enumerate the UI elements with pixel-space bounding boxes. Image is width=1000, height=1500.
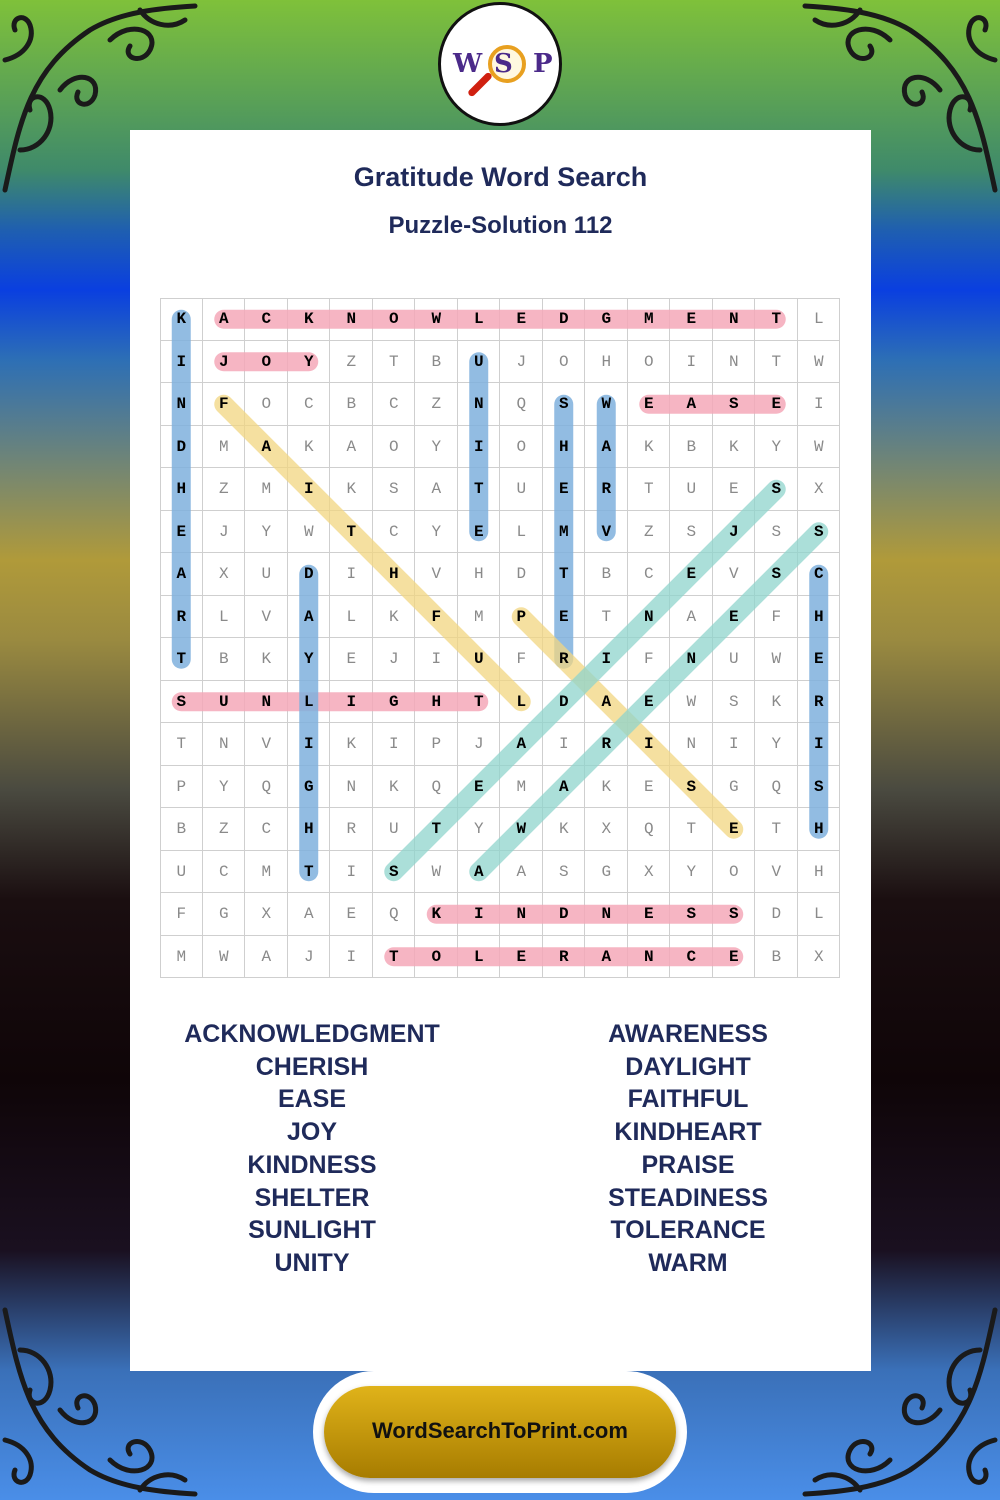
grid-letter: T — [473, 480, 484, 498]
wsp-logo[interactable] — [438, 2, 562, 126]
grid-letter: U — [176, 862, 187, 881]
grid-letter: S — [558, 395, 569, 413]
word-list-item: PRAISE — [641, 1150, 735, 1179]
grid-letter: T — [643, 480, 654, 498]
grid-letter: F — [176, 905, 187, 923]
grid-letter: I — [346, 565, 357, 583]
grid-letter: A — [303, 607, 314, 626]
grid-letter: T — [771, 820, 782, 838]
grid-letter: Z — [346, 352, 357, 371]
grid-letter: A — [303, 905, 314, 923]
grid-letter: O — [728, 862, 739, 881]
grid-letter: M — [218, 437, 229, 456]
grid-letter: B — [218, 650, 229, 668]
grid-letter: A — [558, 777, 569, 796]
grid-letter: C — [686, 947, 697, 966]
grid-letter: A — [261, 437, 272, 456]
grid-letter: R — [601, 735, 612, 753]
grid-letter: P — [431, 735, 442, 753]
grid-letter: N — [346, 310, 357, 328]
grid-letter: Q — [771, 777, 782, 796]
grid-letter: F — [643, 650, 654, 668]
grid-letter: S — [388, 862, 399, 881]
grid-letter: D — [558, 310, 569, 328]
grid-letter: P — [516, 607, 527, 626]
grid-letter: H — [176, 480, 187, 498]
grid-letter: S — [558, 862, 569, 881]
word-list-item: SHELTER — [254, 1183, 370, 1212]
grid-letter: J — [388, 650, 399, 668]
grid-letter: E — [516, 310, 527, 328]
grid-letter: C — [813, 565, 824, 583]
grid-letter: L — [303, 692, 314, 711]
grid-letter: K — [346, 735, 357, 753]
grid-letter: B — [601, 565, 612, 583]
word-list-item: KINDHEART — [614, 1118, 762, 1147]
grid-letter: I — [431, 650, 442, 668]
grid-letter: C — [388, 522, 399, 541]
grid-letter: U — [516, 480, 527, 498]
grid-letter: K — [303, 437, 314, 456]
grid-letter: K — [346, 480, 357, 498]
grid-letter: H — [303, 820, 314, 838]
grid-letter: K — [771, 692, 782, 711]
grid-letter: O — [261, 395, 272, 413]
grid-letter: J — [728, 522, 739, 541]
grid-letter: B — [771, 947, 782, 966]
grid-letter: N — [218, 735, 229, 753]
grid-letter: X — [261, 905, 272, 923]
grid-letter: T — [473, 692, 484, 711]
grid-letter: M — [516, 777, 527, 796]
grid-letter: F — [218, 395, 229, 413]
grid-letter: H — [431, 692, 442, 711]
grid-letter: V — [431, 565, 442, 583]
grid-letter: E — [728, 820, 739, 838]
grid-letter: K — [643, 437, 654, 456]
grid-letter: E — [516, 947, 527, 966]
grid-letter: A — [516, 862, 527, 881]
grid-letter: S — [771, 565, 782, 583]
grid-letter: E — [346, 650, 357, 668]
word-search-grid — [160, 298, 840, 978]
grid-letter: W — [516, 820, 527, 838]
grid-letter: L — [473, 947, 484, 966]
grid-letter: O — [558, 352, 569, 371]
grid-letter: E — [643, 395, 654, 413]
grid-letter: U — [686, 480, 697, 498]
grid-letter: E — [473, 522, 484, 541]
grid-letter: A — [686, 395, 697, 413]
word-list-item: STEADINESS — [608, 1183, 768, 1212]
grid-letter: F — [771, 607, 782, 626]
grid-letter: L — [516, 692, 527, 711]
grid-letter: G — [601, 310, 612, 328]
grid-letter: D — [176, 437, 187, 456]
grid-letter: T — [303, 862, 314, 881]
grid-letter: A — [431, 480, 442, 498]
grid-letter: K — [431, 905, 442, 923]
grid-letter: I — [643, 735, 654, 753]
word-list-item: UNITY — [274, 1248, 350, 1277]
grid-letter: E — [346, 905, 357, 923]
grid-letter: Q — [388, 905, 399, 923]
grid-letter: C — [643, 565, 654, 583]
grid-letter: N — [473, 395, 484, 413]
grid-letter: N — [728, 310, 739, 328]
grid-letter: U — [728, 650, 739, 668]
grid-letter: C — [261, 820, 272, 838]
grid-letter: Y — [303, 352, 314, 371]
grid-letter: M — [558, 522, 569, 541]
grid-letter: M — [261, 480, 272, 498]
grid-letter: L — [346, 607, 357, 626]
grid-letter: K — [303, 310, 314, 328]
grid-letter: W — [303, 522, 314, 541]
grid-letter: G — [728, 777, 739, 796]
grid-letter: E — [558, 607, 569, 626]
grid-letter: Z — [643, 522, 654, 541]
grid-letter: S — [771, 522, 782, 541]
grid-letter: M — [176, 947, 187, 966]
grid-letter: L — [813, 905, 824, 923]
grid-letter: Q — [261, 777, 272, 796]
grid-letter: X — [813, 947, 824, 966]
grid-letter: T — [601, 607, 612, 626]
word-list-right — [528, 1018, 848, 1280]
grid-letter: O — [643, 352, 654, 371]
grid-letter: Z — [218, 820, 229, 838]
grid-letter: H — [558, 437, 569, 456]
grid-letter: S — [728, 395, 739, 413]
grid-letter: H — [813, 820, 824, 838]
grid-letter: G — [601, 862, 612, 881]
grid-letter: N — [261, 692, 272, 711]
grid-letter: C — [261, 310, 272, 328]
grid-letter: Y — [303, 650, 314, 668]
grid-letter: R — [813, 692, 824, 711]
grid-letter: T — [388, 352, 399, 371]
grid-letter: N — [176, 395, 187, 413]
grid-letter: H — [388, 565, 399, 583]
grid-letter: T — [388, 947, 399, 966]
grid-letter: I — [303, 480, 314, 498]
word-list-item: CHERISH — [255, 1052, 369, 1081]
grid-letter: Y — [473, 820, 484, 838]
grid-letter: I — [601, 650, 612, 668]
word-list-item: AWARENESS — [608, 1020, 768, 1048]
grid-letter: U — [388, 820, 399, 838]
grid-letter: Q — [643, 820, 654, 838]
grid-letter: T — [431, 820, 442, 838]
grid-letter: F — [431, 607, 442, 626]
grid-letter: I — [813, 395, 824, 413]
grid-letter: H — [813, 607, 824, 626]
grid-letter: N — [601, 905, 612, 923]
word-list-item: FAITHFUL — [627, 1085, 749, 1114]
grid-letter: T — [558, 565, 569, 583]
grid-letter: Y — [261, 522, 272, 541]
website-link-text: WordSearchToPrint.com — [372, 1418, 628, 1443]
grid-letter: A — [686, 607, 697, 626]
word-list-item: SUNLIGHT — [248, 1216, 376, 1245]
grid-letter: D — [303, 565, 314, 583]
grid-letter: X — [218, 565, 229, 583]
grid-letter: S — [686, 905, 697, 923]
grid-letter: S — [388, 480, 399, 498]
grid-letter: J — [473, 735, 484, 753]
grid-letter: T — [346, 522, 357, 541]
grid-letter: U — [218, 692, 229, 711]
word-list-item: KINDNESS — [247, 1150, 377, 1179]
grid-letter: X — [601, 820, 612, 838]
grid-letter: A — [601, 947, 612, 966]
grid-letter: K — [558, 820, 569, 838]
grid-letter: L — [218, 607, 229, 626]
grid-letter: Y — [686, 862, 697, 881]
grid-letter: M — [643, 310, 654, 328]
grid-letter: E — [558, 480, 569, 498]
grid-letter: Q — [431, 777, 442, 796]
grid-letter: W — [686, 692, 697, 711]
grid-letter: M — [261, 862, 272, 881]
grid-letter: B — [686, 437, 697, 456]
grid-letter: A — [261, 947, 272, 966]
grid-letter: B — [431, 352, 442, 371]
grid-letter: J — [218, 352, 229, 371]
logo-letter-w: W — [453, 49, 483, 79]
grid-letter: D — [558, 905, 569, 923]
grid-letter: W — [218, 947, 229, 966]
word-list-item: EASE — [277, 1085, 347, 1114]
grid-letter: O — [388, 437, 399, 456]
grid-letter: W — [771, 650, 782, 668]
grid-letter: H — [813, 862, 824, 881]
grid-letter: H — [473, 565, 484, 583]
word-list-item: WARM — [648, 1248, 728, 1277]
grid-letter: S — [813, 777, 824, 796]
page-subtitle: Puzzle-Solution 112 — [388, 212, 613, 239]
grid-letter: I — [473, 437, 484, 456]
grid-letter: E — [643, 905, 654, 923]
grid-letter: J — [218, 522, 229, 541]
grid-letter: N — [346, 777, 357, 796]
word-list-item: JOY — [286, 1118, 338, 1147]
grid-letter: E — [728, 480, 739, 498]
grid-letter: A — [516, 735, 527, 753]
grid-letter: D — [771, 905, 782, 923]
word-list-item: DAYLIGHT — [625, 1052, 751, 1081]
grid-letter: F — [516, 650, 527, 668]
grid-letter: O — [516, 437, 527, 456]
grid-letter: I — [558, 735, 569, 753]
grid-letter: N — [728, 352, 739, 371]
grid-letter: W — [601, 395, 612, 413]
grid-letter: V — [601, 522, 612, 541]
grid-letter: K — [728, 437, 739, 456]
grid-letter: U — [261, 565, 272, 583]
grid-letter: Z — [218, 480, 229, 498]
grid-letter: D — [558, 692, 569, 711]
grid-letter: E — [176, 522, 187, 541]
grid-letter: E — [686, 310, 697, 328]
grid-letter: Y — [218, 777, 229, 796]
grid-letter: I — [473, 905, 484, 923]
grid-letter: W — [431, 862, 442, 881]
grid-letter: W — [813, 352, 824, 371]
grid-letter: I — [686, 352, 697, 371]
grid-letter: X — [643, 862, 654, 881]
grid-letter: V — [261, 735, 272, 753]
grid-letter: A — [346, 437, 357, 456]
grid-letter: I — [346, 947, 357, 966]
grid-letter: V — [261, 607, 272, 626]
grid-letter: Q — [516, 395, 527, 413]
grid-letter: B — [176, 820, 187, 838]
grid-letter: O — [431, 947, 442, 966]
grid-letter: N — [516, 905, 527, 923]
grid-letter: A — [601, 437, 612, 456]
grid-letter: D — [516, 565, 527, 583]
grid-letter: S — [728, 905, 739, 923]
grid-letter: T — [176, 735, 187, 753]
grid-letter: Y — [431, 437, 442, 456]
grid-letter: A — [601, 692, 612, 711]
grid-letter: Z — [431, 395, 442, 413]
logo-letter-p: P — [533, 49, 553, 79]
grid-letter: K — [388, 607, 399, 626]
grid-letter: C — [218, 862, 229, 881]
grid-letter: L — [473, 310, 484, 328]
grid-letter: E — [771, 395, 782, 413]
grid-letter: G — [218, 905, 229, 923]
grid-letter: T — [686, 820, 697, 838]
word-list-left — [152, 1018, 472, 1280]
grid-letter: W — [431, 310, 442, 328]
grid-letter: C — [303, 395, 314, 413]
grid-letter: W — [813, 437, 824, 456]
grid-letter: L — [813, 310, 824, 328]
grid-letter: U — [473, 650, 484, 668]
grid-letter: V — [728, 565, 739, 583]
grid-letter: N — [686, 735, 697, 753]
grid-letter: R — [558, 947, 569, 966]
grid-letter: E — [813, 650, 824, 668]
grid-letter: A — [218, 310, 229, 328]
grid-letter: M — [473, 607, 484, 626]
footer — [313, 1371, 687, 1493]
grid-letter: K — [176, 310, 187, 328]
grid-letter: T — [771, 352, 782, 371]
grid-letter: A — [473, 862, 484, 881]
grid-letter: Y — [771, 735, 782, 753]
grid-letter: I — [388, 735, 399, 753]
grid-letter: Y — [431, 522, 442, 541]
grid-letter: X — [813, 480, 824, 498]
grid-letter: S — [728, 692, 739, 711]
grid-letter: E — [686, 565, 697, 583]
grid-letter: T — [176, 650, 187, 668]
page-title: Gratitude Word Search — [353, 162, 648, 192]
grid-letter: B — [346, 395, 357, 413]
grid-letter: S — [813, 522, 824, 541]
word-list-item: TOLERANCE — [610, 1216, 766, 1245]
grid-letter: I — [346, 692, 357, 711]
grid-letter: E — [728, 607, 739, 626]
grid-letter: I — [176, 352, 187, 371]
grid-letter: S — [176, 692, 187, 711]
grid-letter: C — [388, 395, 399, 413]
grid-letter: G — [303, 777, 314, 796]
grid-letter: S — [686, 777, 697, 796]
grid-letter: I — [813, 735, 824, 753]
website-link-button[interactable] — [324, 1386, 676, 1478]
grid-letter: E — [643, 692, 654, 711]
grid-letter: R — [601, 480, 612, 498]
grid-letter: N — [643, 947, 654, 966]
grid-letter: G — [388, 692, 399, 711]
grid-letter: R — [346, 820, 357, 838]
grid-letter: N — [686, 650, 697, 668]
word-list-item: ACKNOWLEDGMENT — [184, 1020, 440, 1048]
grid-letter: I — [303, 735, 314, 753]
grid-letter: J — [303, 947, 314, 966]
grid-letter: H — [601, 352, 612, 371]
grid-letter: T — [771, 310, 782, 328]
puzzle-card — [130, 130, 871, 1371]
grid-letter: K — [261, 650, 272, 668]
grid-letter: E — [728, 947, 739, 966]
grid-letter: R — [558, 650, 569, 668]
grid-letter: J — [516, 352, 527, 371]
grid-letter: Y — [771, 437, 782, 456]
grid-letter: S — [686, 522, 697, 541]
grid-letter: S — [771, 480, 782, 498]
grid-letter: O — [388, 310, 399, 328]
grid-letter: K — [601, 777, 612, 796]
grid-letter: E — [473, 777, 484, 796]
logo-letter-s: S — [494, 49, 513, 79]
grid-letter: I — [728, 735, 739, 753]
grid-letter: P — [176, 777, 187, 796]
grid-letter: R — [176, 607, 187, 626]
grid-letter: U — [473, 352, 484, 371]
grid-letter: E — [643, 777, 654, 796]
grid-letter: L — [516, 522, 527, 541]
grid-letter: O — [261, 352, 272, 371]
grid-letter: I — [346, 862, 357, 881]
grid-letter: A — [176, 565, 187, 583]
grid-letter: V — [771, 862, 782, 881]
grid-letter: K — [388, 777, 399, 796]
grid-letter: N — [643, 607, 654, 626]
